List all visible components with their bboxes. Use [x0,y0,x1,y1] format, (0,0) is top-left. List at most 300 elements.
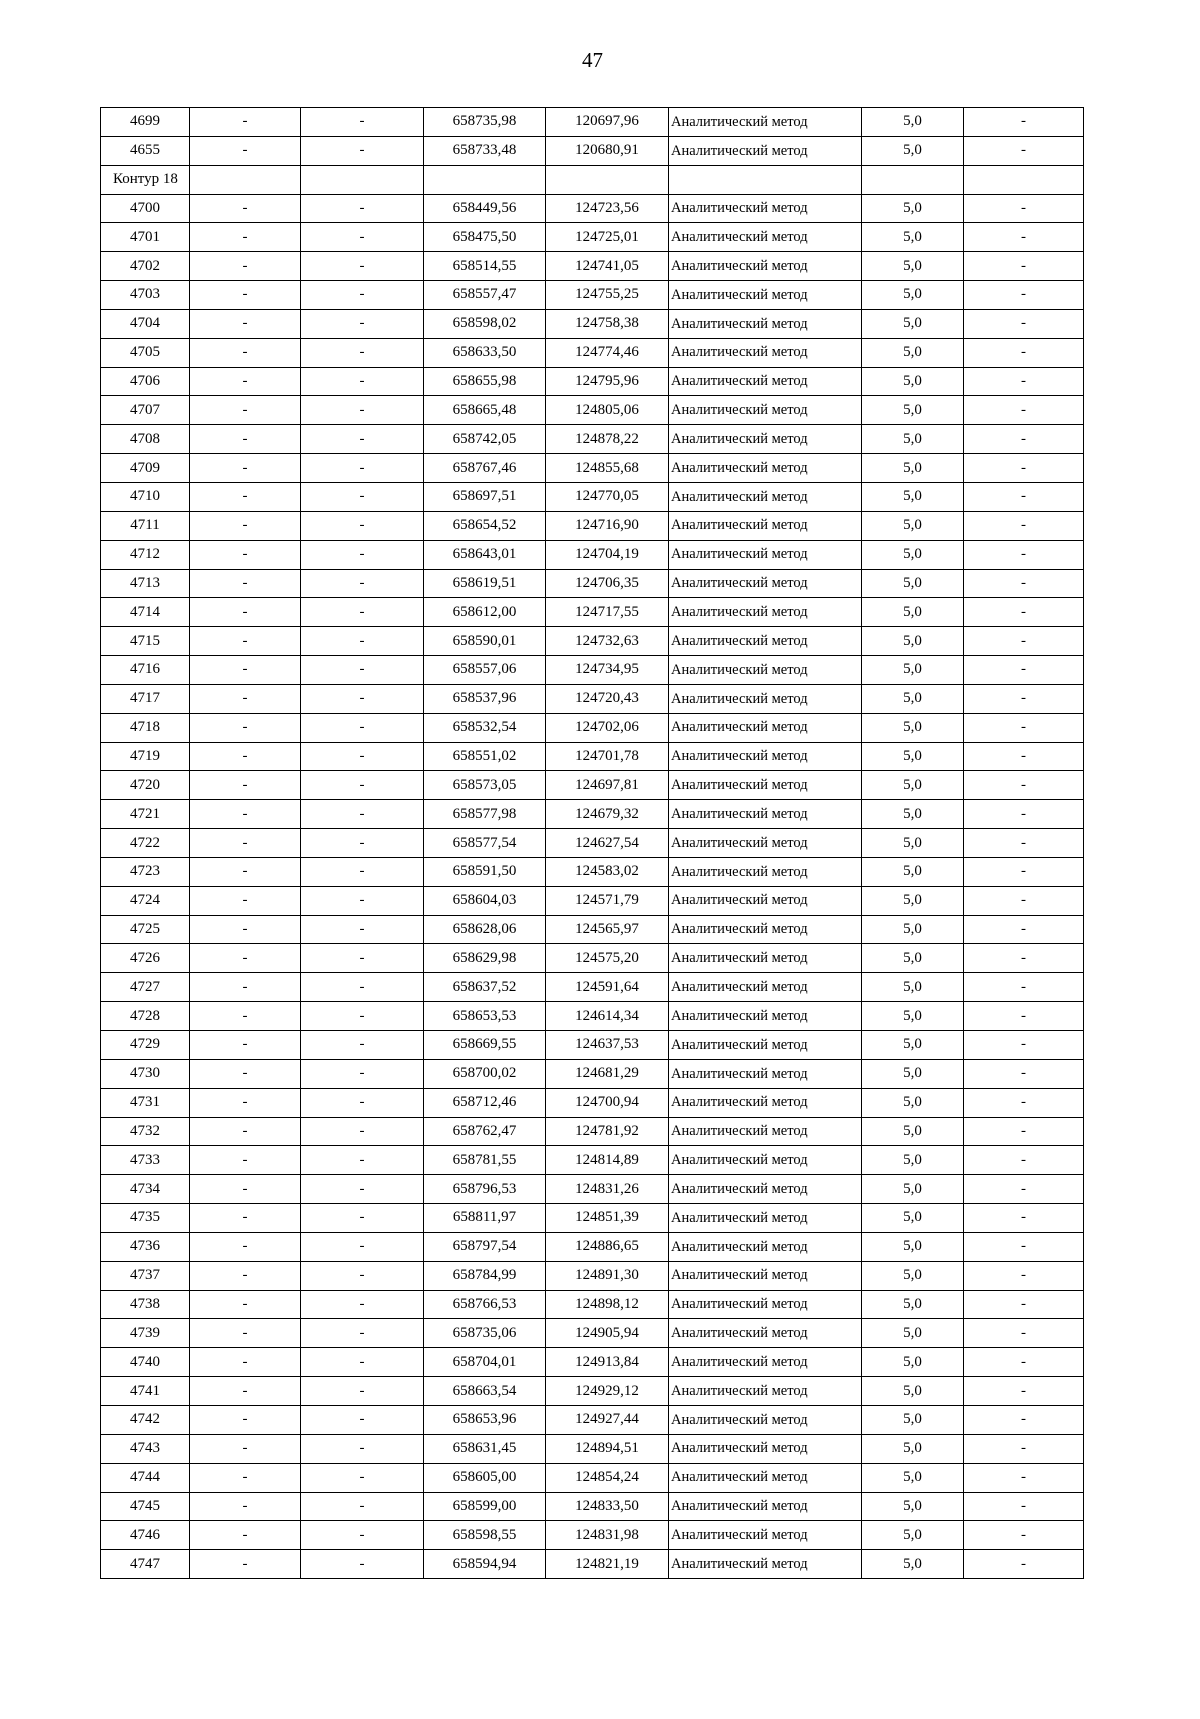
table-row [101,425,1084,454]
dash-cell-3: - [964,252,1084,281]
accuracy-cell: 5,0 [862,1377,964,1406]
table-row [101,1521,1084,1550]
method-cell: Аналитический метод [669,281,862,310]
table-row [101,857,1084,886]
dash-cell-1: - [190,1146,301,1175]
dash-cell-1: - [190,1002,301,1031]
point-number-cell: 4725 [101,915,190,944]
dash-cell-1: - [190,1377,301,1406]
dash-cell-1: - [190,857,301,886]
accuracy-cell: 5,0 [862,915,964,944]
method-cell: Аналитический метод [669,1088,862,1117]
table-row [101,281,1084,310]
x-coordinate-cell: 658557,06 [424,656,546,685]
x-coordinate-cell: 658796,53 [424,1175,546,1204]
x-coordinate-cell: 658577,98 [424,800,546,829]
point-number-cell: 4728 [101,1002,190,1031]
x-coordinate-cell: 658599,00 [424,1492,546,1521]
dash-cell-1: - [190,1434,301,1463]
dash-cell-2: - [301,1319,424,1348]
point-number-cell: 4699 [101,108,190,137]
y-coordinate-cell: 124855,68 [546,454,669,483]
dash-cell-3: - [964,1059,1084,1088]
dash-cell-1: - [190,338,301,367]
x-coordinate-cell: 658619,51 [424,569,546,598]
table-row [101,829,1084,858]
dash-cell-3: - [964,338,1084,367]
dash-cell-3: - [964,800,1084,829]
y-coordinate-cell: 124894,51 [546,1434,669,1463]
x-coordinate-cell: 658577,54 [424,829,546,858]
x-coordinate-cell: 658655,98 [424,367,546,396]
accuracy-cell: 5,0 [862,1088,964,1117]
dash-cell-2: - [301,857,424,886]
accuracy-cell: 5,0 [862,1348,964,1377]
dash-cell-2: - [301,1521,424,1550]
y-coordinate-cell: 124831,26 [546,1175,669,1204]
dash-cell-1: - [190,569,301,598]
point-number-cell: 4742 [101,1405,190,1434]
y-coordinate-cell: 124700,94 [546,1088,669,1117]
accuracy-cell: 5,0 [862,1002,964,1031]
method-cell: Аналитический метод [669,713,862,742]
y-coordinate-cell: 120697,96 [546,108,669,137]
method-cell: Аналитический метод [669,1290,862,1319]
dash-cell-3: - [964,886,1084,915]
point-number-cell: 4717 [101,684,190,713]
x-coordinate-cell: 658594,94 [424,1550,546,1579]
method-cell: Аналитический метод [669,454,862,483]
accuracy-cell: 5,0 [862,1463,964,1492]
point-number-cell: 4726 [101,944,190,973]
x-coordinate-cell: 658712,46 [424,1088,546,1117]
dash-cell-2: - [301,598,424,627]
point-number-cell: 4720 [101,771,190,800]
dash-cell-2: - [301,252,424,281]
dash-cell-1: - [190,944,301,973]
point-number-cell: 4736 [101,1232,190,1261]
dash-cell-2: - [301,540,424,569]
y-coordinate-cell: 124627,54 [546,829,669,858]
dash-cell-3: - [964,540,1084,569]
dash-cell-1: - [190,1521,301,1550]
point-number-cell: 4737 [101,1261,190,1290]
dash-cell-1: - [190,973,301,1002]
x-coordinate-cell: 658653,53 [424,1002,546,1031]
y-coordinate-cell: 124717,55 [546,598,669,627]
x-coordinate-cell: 658557,47 [424,281,546,310]
point-number-cell: 4747 [101,1550,190,1579]
x-coordinate-cell: 658514,55 [424,252,546,281]
method-cell: Аналитический метод [669,569,862,598]
table-row [101,1492,1084,1521]
accuracy-cell: 5,0 [862,656,964,685]
y-coordinate-cell: 120680,91 [546,136,669,165]
x-coordinate-cell: 658784,99 [424,1261,546,1290]
method-cell: Аналитический метод [669,1434,862,1463]
dash-cell-3: - [964,973,1084,1002]
dash-cell-3: - [964,1088,1084,1117]
method-cell: Аналитический метод [669,829,862,858]
x-coordinate-cell: 658590,01 [424,627,546,656]
dash-cell-1: - [190,1492,301,1521]
table-row [101,223,1084,252]
dash-cell-1: - [190,713,301,742]
point-number-cell: 4705 [101,338,190,367]
method-cell: Аналитический метод [669,915,862,944]
method-cell: Аналитический метод [669,1348,862,1377]
accuracy-cell: 5,0 [862,281,964,310]
point-number-cell: 4713 [101,569,190,598]
y-coordinate-cell: 124720,43 [546,684,669,713]
point-number-cell: 4716 [101,656,190,685]
y-coordinate-cell: 124716,90 [546,511,669,540]
x-coordinate-cell: 658735,06 [424,1319,546,1348]
accuracy-cell: 5,0 [862,569,964,598]
point-number-cell: 4743 [101,1434,190,1463]
table-row [101,108,1084,137]
x-coordinate-cell: 658797,54 [424,1232,546,1261]
y-coordinate-cell: 124905,94 [546,1319,669,1348]
accuracy-cell: 5,0 [862,309,964,338]
dash-cell-2: - [301,1463,424,1492]
dash-cell-3: - [964,684,1084,713]
y-coordinate-cell: 124774,46 [546,338,669,367]
dash-cell-1: - [190,656,301,685]
table-row [101,1348,1084,1377]
method-cell: Аналитический метод [669,742,862,771]
method-cell: Аналитический метод [669,771,862,800]
method-cell: Аналитический метод [669,1059,862,1088]
dash-cell-1: - [190,1405,301,1434]
point-number-cell: 4721 [101,800,190,829]
table-row [101,194,1084,223]
empty-cell [546,165,669,194]
x-coordinate-cell: 658767,46 [424,454,546,483]
dash-cell-3: - [964,656,1084,685]
dash-cell-1: - [190,396,301,425]
accuracy-cell: 5,0 [862,1059,964,1088]
method-cell: Аналитический метод [669,684,862,713]
dash-cell-1: - [190,771,301,800]
dash-cell-1: - [190,1117,301,1146]
method-cell: Аналитический метод [669,1492,862,1521]
dash-cell-2: - [301,742,424,771]
method-cell: Аналитический метод [669,656,862,685]
dash-cell-2: - [301,1232,424,1261]
dash-cell-3: - [964,1204,1084,1233]
dash-cell-2: - [301,1175,424,1204]
x-coordinate-cell: 658697,51 [424,482,546,511]
dash-cell-3: - [964,742,1084,771]
dash-cell-2: - [301,944,424,973]
dash-cell-3: - [964,454,1084,483]
dash-cell-1: - [190,454,301,483]
x-coordinate-cell: 658551,02 [424,742,546,771]
y-coordinate-cell: 124758,38 [546,309,669,338]
point-number-cell: 4701 [101,223,190,252]
dash-cell-2: - [301,309,424,338]
dash-cell-2: - [301,886,424,915]
dash-cell-1: - [190,886,301,915]
y-coordinate-cell: 124886,65 [546,1232,669,1261]
dash-cell-3: - [964,223,1084,252]
y-coordinate-cell: 124591,64 [546,973,669,1002]
x-coordinate-cell: 658598,02 [424,309,546,338]
dash-cell-3: - [964,1434,1084,1463]
point-number-cell: 4702 [101,252,190,281]
accuracy-cell: 5,0 [862,1204,964,1233]
dash-cell-1: - [190,367,301,396]
accuracy-cell: 5,0 [862,1232,964,1261]
point-number-cell: 4655 [101,136,190,165]
x-coordinate-cell: 658573,05 [424,771,546,800]
dash-cell-1: - [190,540,301,569]
method-cell: Аналитический метод [669,223,862,252]
accuracy-cell: 5,0 [862,1492,964,1521]
dash-cell-2: - [301,829,424,858]
dash-cell-3: - [964,915,1084,944]
point-number-cell: 4714 [101,598,190,627]
point-number-cell: 4729 [101,1031,190,1060]
method-cell: Аналитический метод [669,482,862,511]
method-cell: Аналитический метод [669,338,862,367]
method-cell: Аналитический метод [669,627,862,656]
dash-cell-3: - [964,482,1084,511]
point-number-cell: 4727 [101,973,190,1002]
table-row [101,656,1084,685]
dash-cell-2: - [301,1117,424,1146]
dash-cell-1: - [190,425,301,454]
dash-cell-1: - [190,742,301,771]
method-cell: Аналитический метод [669,309,862,338]
accuracy-cell: 5,0 [862,108,964,137]
x-coordinate-cell: 658811,97 [424,1204,546,1233]
dash-cell-1: - [190,281,301,310]
accuracy-cell: 5,0 [862,223,964,252]
table-row [101,771,1084,800]
x-coordinate-cell: 658633,50 [424,338,546,367]
empty-cell [301,165,424,194]
y-coordinate-cell: 124833,50 [546,1492,669,1521]
method-cell: Аналитический метод [669,1261,862,1290]
y-coordinate-cell: 124565,97 [546,915,669,944]
empty-cell [862,165,964,194]
method-cell: Аналитический метод [669,136,862,165]
dash-cell-2: - [301,1290,424,1319]
table-row [101,1290,1084,1319]
section-header-row [101,165,1084,194]
method-cell: Аналитический метод [669,1550,862,1579]
dash-cell-2: - [301,482,424,511]
point-number-cell: 4746 [101,1521,190,1550]
dash-cell-2: - [301,281,424,310]
dash-cell-1: - [190,1550,301,1579]
accuracy-cell: 5,0 [862,1405,964,1434]
table-row [101,1002,1084,1031]
method-cell: Аналитический метод [669,252,862,281]
table-row [101,684,1084,713]
dash-cell-2: - [301,108,424,137]
dash-cell-3: - [964,309,1084,338]
dash-cell-3: - [964,367,1084,396]
table-row [101,396,1084,425]
point-number-cell: 4744 [101,1463,190,1492]
table-row [101,1031,1084,1060]
accuracy-cell: 5,0 [862,425,964,454]
method-cell: Аналитический метод [669,396,862,425]
x-coordinate-cell: 658654,52 [424,511,546,540]
table-row [101,973,1084,1002]
dash-cell-1: - [190,1261,301,1290]
dash-cell-3: - [964,829,1084,858]
table-row [101,1059,1084,1088]
dash-cell-1: - [190,1059,301,1088]
dash-cell-3: - [964,1117,1084,1146]
dash-cell-3: - [964,1348,1084,1377]
table-row [101,627,1084,656]
dash-cell-2: - [301,367,424,396]
dash-cell-2: - [301,1492,424,1521]
point-number-cell: 4711 [101,511,190,540]
accuracy-cell: 5,0 [862,973,964,1002]
dash-cell-1: - [190,108,301,137]
method-cell: Аналитический метод [669,1377,862,1406]
dash-cell-2: - [301,223,424,252]
dash-cell-1: - [190,915,301,944]
table-row [101,454,1084,483]
accuracy-cell: 5,0 [862,252,964,281]
dash-cell-3: - [964,1550,1084,1579]
method-cell: Аналитический метод [669,1002,862,1031]
dash-cell-2: - [301,1002,424,1031]
point-number-cell: 4735 [101,1204,190,1233]
accuracy-cell: 5,0 [862,598,964,627]
dash-cell-3: - [964,194,1084,223]
point-number-cell: 4740 [101,1348,190,1377]
accuracy-cell: 5,0 [862,1175,964,1204]
x-coordinate-cell: 658449,56 [424,194,546,223]
x-coordinate-cell: 658704,01 [424,1348,546,1377]
dash-cell-2: - [301,1146,424,1175]
dash-cell-3: - [964,627,1084,656]
empty-cell [669,165,862,194]
accuracy-cell: 5,0 [862,713,964,742]
dash-cell-2: - [301,338,424,367]
accuracy-cell: 5,0 [862,194,964,223]
page-number: 47 [582,48,603,72]
dash-cell-3: - [964,1232,1084,1261]
table-row [101,482,1084,511]
method-cell: Аналитический метод [669,857,862,886]
x-coordinate-cell: 658629,98 [424,944,546,973]
accuracy-cell: 5,0 [862,684,964,713]
x-coordinate-cell: 658537,96 [424,684,546,713]
dash-cell-2: - [301,1059,424,1088]
dash-cell-1: - [190,598,301,627]
table-row [101,915,1084,944]
dash-cell-3: - [964,281,1084,310]
dash-cell-3: - [964,1031,1084,1060]
dash-cell-1: - [190,482,301,511]
method-cell: Аналитический метод [669,1405,862,1434]
table-row [101,338,1084,367]
y-coordinate-cell: 124814,89 [546,1146,669,1175]
x-coordinate-cell: 658663,54 [424,1377,546,1406]
point-number-cell: 4724 [101,886,190,915]
table-row [101,511,1084,540]
dash-cell-3: - [964,396,1084,425]
y-coordinate-cell: 124723,56 [546,194,669,223]
method-cell: Аналитический метод [669,425,862,454]
dash-cell-3: - [964,771,1084,800]
point-number-cell: 4709 [101,454,190,483]
y-coordinate-cell: 124851,39 [546,1204,669,1233]
table-row [101,1232,1084,1261]
dash-cell-1: - [190,1463,301,1492]
accuracy-cell: 5,0 [862,482,964,511]
table-row [101,1319,1084,1348]
method-cell: Аналитический метод [669,1319,862,1348]
y-coordinate-cell: 124725,01 [546,223,669,252]
method-cell: Аналитический метод [669,367,862,396]
dash-cell-2: - [301,1550,424,1579]
dash-cell-2: - [301,771,424,800]
accuracy-cell: 5,0 [862,627,964,656]
table-row [101,569,1084,598]
y-coordinate-cell: 124571,79 [546,886,669,915]
method-cell: Аналитический метод [669,886,862,915]
dash-cell-3: - [964,944,1084,973]
y-coordinate-cell: 124732,63 [546,627,669,656]
point-number-cell: 4739 [101,1319,190,1348]
table-row [101,886,1084,915]
y-coordinate-cell: 124805,06 [546,396,669,425]
x-coordinate-cell: 658643,01 [424,540,546,569]
point-number-cell: 4722 [101,829,190,858]
dash-cell-1: - [190,511,301,540]
dash-cell-3: - [964,1002,1084,1031]
method-cell: Аналитический метод [669,1117,862,1146]
dash-cell-2: - [301,425,424,454]
x-coordinate-cell: 658735,98 [424,108,546,137]
point-number-cell: 4734 [101,1175,190,1204]
dash-cell-3: - [964,1319,1084,1348]
accuracy-cell: 5,0 [862,454,964,483]
dash-cell-1: - [190,136,301,165]
y-coordinate-cell: 124755,25 [546,281,669,310]
dash-cell-1: - [190,194,301,223]
method-cell: Аналитический метод [669,800,862,829]
dash-cell-2: - [301,1088,424,1117]
x-coordinate-cell: 658591,50 [424,857,546,886]
dash-cell-2: - [301,569,424,598]
y-coordinate-cell: 124697,81 [546,771,669,800]
y-coordinate-cell: 124575,20 [546,944,669,973]
dash-cell-1: - [190,1031,301,1060]
x-coordinate-cell: 658628,06 [424,915,546,944]
table-row [101,1146,1084,1175]
accuracy-cell: 5,0 [862,136,964,165]
y-coordinate-cell: 124706,35 [546,569,669,598]
x-coordinate-cell: 658781,55 [424,1146,546,1175]
y-coordinate-cell: 124891,30 [546,1261,669,1290]
dash-cell-3: - [964,569,1084,598]
y-coordinate-cell: 124781,92 [546,1117,669,1146]
accuracy-cell: 5,0 [862,511,964,540]
dash-cell-1: - [190,627,301,656]
dash-cell-3: - [964,108,1084,137]
